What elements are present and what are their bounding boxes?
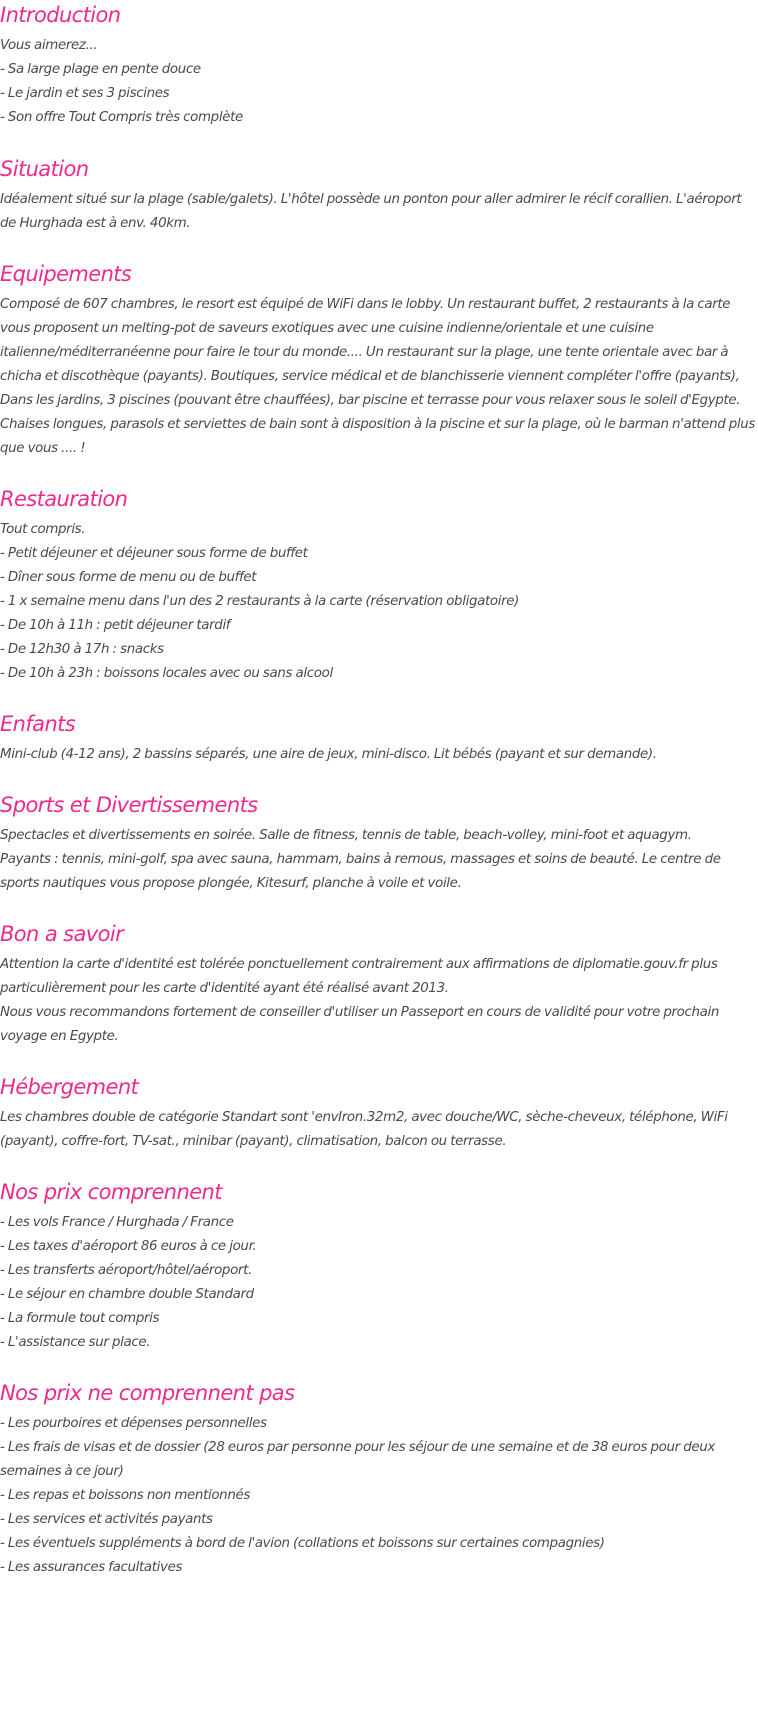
section-title: Enfants	[0, 712, 76, 736]
section-situation	[0, 154, 758, 236]
section-body	[0, 289, 758, 461]
section-title: Nos prix ne comprennent pas	[0, 1381, 295, 1405]
text-line: - Les frais de visas et de dossier (28 euros par personne pour les séjour de une semaine et de 38 euros pour deux semaines à ce jour)	[0, 1440, 715, 1479]
section-body	[0, 820, 758, 896]
section-restauration	[0, 484, 758, 686]
text-line: - De 12h30 à 17h : snacks	[0, 642, 164, 657]
text-paragraph: Spectacles et divertissements en soirée. Salle de fitness, tennis de table, beach-volley, mini-foot et aquagym.	[0, 828, 692, 843]
text-line: - Le jardin et ses 3 piscines	[0, 86, 170, 101]
section-title: Nos prix comprennent	[0, 1180, 222, 1204]
section-body	[0, 30, 758, 130]
text-paragraph: Les chambres double de catégorie Standart sont 'envIron.32m2, avec douche/WC, sèche-cheveux, téléphone, WiFi (payant), coffre-fort, TV-sat., minibar (payant), climatisation, balcon ou terrasse.	[0, 1110, 728, 1149]
section-body	[0, 1408, 758, 1580]
section-hebergement	[0, 1072, 758, 1154]
text-line: - Dîner sous forme de menu ou de buffet	[0, 570, 257, 585]
text-line: - Les services et activités payants	[0, 1512, 213, 1527]
section-enfants	[0, 709, 758, 767]
section-body	[0, 1207, 758, 1355]
text-line: - Petit déjeuner et déjeuner sous forme de buffet	[0, 546, 308, 561]
section-bon-a-savoir	[0, 919, 758, 1049]
text-paragraph: Mini-club (4-12 ans), 2 bassins séparés, une aire de jeux, mini-disco. Lit bébés (payant et sur demande).	[0, 747, 657, 762]
text-line: - Le séjour en chambre double Standard	[0, 1287, 254, 1302]
text-line: - Les pourboires et dépenses personnelles	[0, 1416, 267, 1431]
section-title: Introduction	[0, 3, 121, 27]
text-line: - Les repas et boissons non mentionnés	[0, 1488, 250, 1503]
text-line: - 1 x semaine menu dans l'un des 2 restaurants à la carte (réservation obligatoire)	[0, 594, 519, 609]
section-introduction	[0, 0, 758, 130]
section-title: Restauration	[0, 487, 128, 511]
section-equipements	[0, 259, 758, 461]
section-title: Bon a savoir	[0, 922, 124, 946]
text-paragraph: Idéalement situé sur la plage (sable/galets). L'hôtel possède un ponton pour aller admirer le récif corallien. L'aéroport de Hurghada est à env. 40km.	[0, 192, 742, 231]
section-body	[0, 184, 758, 236]
text-line: - La formule tout compris	[0, 1311, 160, 1326]
section-title: Situation	[0, 157, 89, 181]
section-title: Hébergement	[0, 1075, 139, 1099]
section-title: Equipements	[0, 262, 132, 286]
text-paragraph: Attention la carte d'identité est tolérée ponctuellement contrairement aux affirmations de diplomatie.gouv.fr plus particulièrement pour les carte d'identité ayant été réalisé avant 2013.	[0, 957, 718, 996]
text-line: - L'assistance sur place.	[0, 1335, 151, 1350]
text-line: - Les taxes d'aéroport 86 euros à ce jour.	[0, 1239, 257, 1254]
section-prix-comprennent	[0, 1177, 758, 1355]
text-line: - Les vols France / Hurghada / France	[0, 1215, 234, 1230]
text-line: Tout compris.	[0, 522, 86, 537]
section-sports	[0, 790, 758, 896]
text-line: - Les éventuels suppléments à bord de l'avion (collations et boissons sur certaines compagnies)	[0, 1536, 605, 1551]
text-paragraph: Nous vous recommandons fortement de conseiller d'utiliser un Passeport en cours de validité pour votre prochain voyage en Egypte.	[0, 1005, 720, 1044]
section-body	[0, 1102, 758, 1154]
text-line: - Les transferts aéroport/hôtel/aéroport.	[0, 1263, 252, 1278]
text-line: - De 10h à 11h : petit déjeuner tardif	[0, 618, 231, 633]
text-line: - Sa large plage en pente douce	[0, 62, 201, 77]
section-body	[0, 949, 758, 1049]
text-line: - De 10h à 23h : boissons locales avec ou sans alcool	[0, 666, 333, 681]
text-line: - Les assurances facultatives	[0, 1560, 183, 1575]
section-prix-ne-comprennent-pas	[0, 1378, 758, 1580]
section-body	[0, 514, 758, 686]
text-paragraph: Payants : tennis, mini-golf, spa avec sauna, hammam, bains à remous, massages et soins de beauté. Le centre de sports nautiques vous propose plongée, Kitesurf, planche à voile et voile.	[0, 852, 721, 891]
text-line: Vous aimerez...	[0, 38, 98, 53]
text-line: - Son offre Tout Compris très complète	[0, 110, 243, 125]
text-paragraph: Composé de 607 chambres, le resort est équipé de WiFi dans le lobby. Un restaurant buffet, 2 restaurants à la carte vous proposent un melting-pot de saveurs exotiques avec une cuisine indienne/orientale et une cuisine italienne/méditerranéenne pour faire le tour du monde.... Un restaurant sur la plage, une tente orientale avec bar à chicha et discothèque (payants). Boutiques, service médical et de blanchisserie viennent compléter l'offre (payants), Dans les jardins, 3 piscines (pouvant être chauffées), bar piscine et terrasse pour vous relaxer sous le soleil d'Egypte. Chaises longues, parasols et serviettes de bain sont à disposition à la piscine et sur la plage, où le barman n'attend plus que vous .... !	[0, 297, 756, 456]
section-title: Sports et Divertissements	[0, 793, 258, 817]
section-body	[0, 739, 758, 767]
